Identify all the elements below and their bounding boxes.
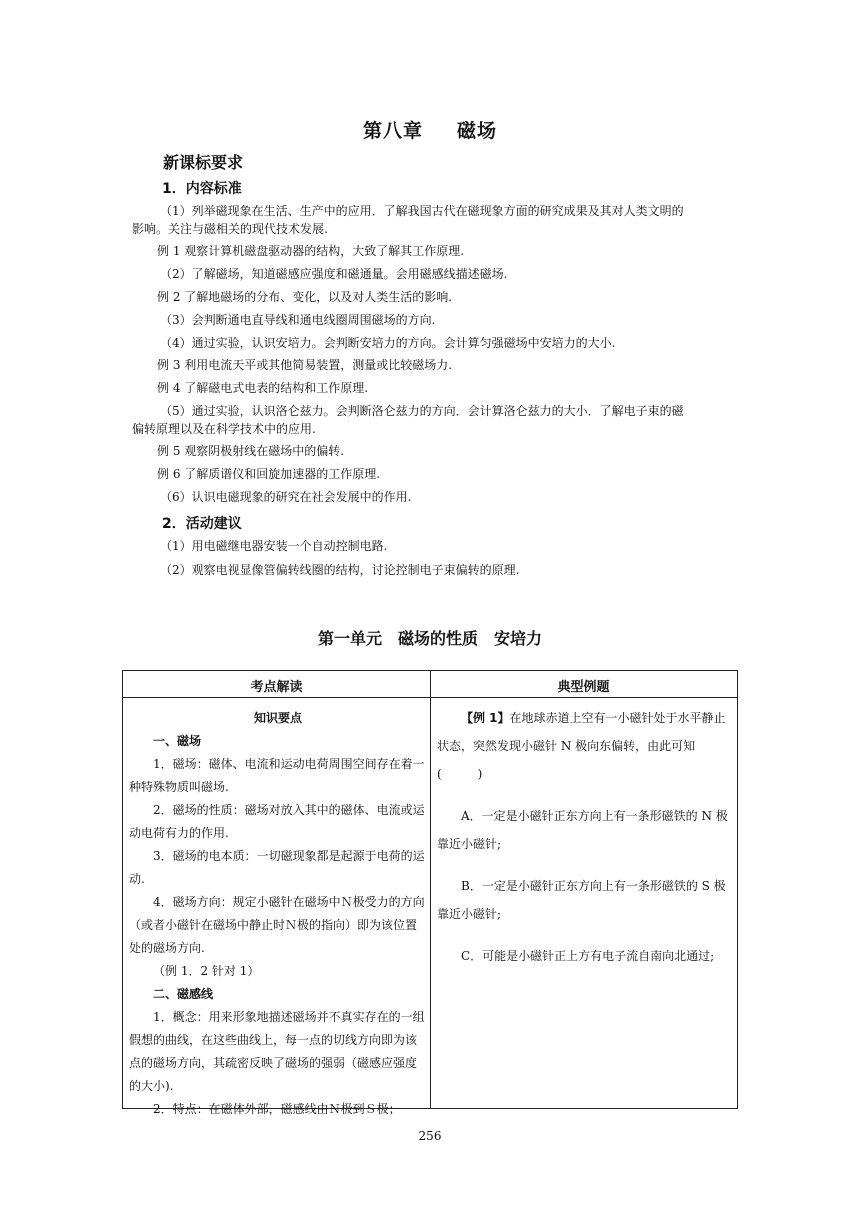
knowledge-paragraph: 4．磁场方向：规定小磁针在磁场中Ｎ极受力的方向（或者小磁针在磁场中静止时Ｎ极的指向）即为该位置处的磁场方向. <box>129 895 425 955</box>
standard-line: 例 1 观察计算机磁盘驱动器的结构，大致了解其工作原理. <box>157 244 465 258</box>
knowledge-paragraph: 1．概念：用来形象地描述磁场并不真实存在的一组假想的曲线，在这些曲线上，每一点的切线方向即为该点的磁场方向，其疏密反映了磁场的强弱（磁感应强度的大小). <box>129 1010 425 1093</box>
standard-line: 例 3 利用电流天平或其他简易装置，测量或比较磁场力. <box>157 358 453 372</box>
chapter-name: 磁场 <box>457 120 498 142</box>
right-column-header: 典型例题 <box>557 680 610 695</box>
standard-line: （6）认识电磁现象的研究在社会发展中的作用. <box>160 490 412 504</box>
option-b: B．一定是小磁针正东方向上有一条形磁铁的 S 极靠近小磁针; <box>437 879 726 921</box>
knowledge-paragraph: 2．特点：在磁体外部，磁感线由Ｎ极到Ｓ极； <box>153 1102 401 1116</box>
knowledge-title: 知识要点 <box>253 711 302 725</box>
standard-line: （4）通过实验，认识安培力。会判断安培力的方向。会计算匀强磁场中安培力的大小. <box>160 336 616 350</box>
example-question <box>437 704 733 788</box>
standard-line: 例 4 了解磁电式电表的结构和工作原理. <box>157 381 369 395</box>
standard-line: 影响。关注与磁相关的现代技术发展. <box>132 222 328 236</box>
column-divider <box>430 671 431 1108</box>
activity-line: （1）用电磁继电器安装一个自动控制电路. <box>160 539 388 553</box>
knowledge-column <box>129 707 427 1121</box>
example-label: 【例 1】 <box>461 711 510 725</box>
standard-line: 偏转原理以及在科学技术中的应用. <box>132 422 316 436</box>
page-number: 256 <box>418 1129 442 1143</box>
example-reference-note: （例 1．2 针对 1） <box>153 964 260 978</box>
knowledge-paragraph: 2．磁场的性质：磁场对放入其中的磁体、电流或运动电荷有力的作用. <box>129 803 425 840</box>
activity-line: （2）观察电视显像管偏转线圈的结构，讨论控制电子束偏转的原理. <box>160 563 520 577</box>
chapter-title <box>0 116 860 143</box>
standard-line: （1）列举磁现象在生活、生产中的应用．了解我国古代在磁现象方面的研究成果及其对人类文明的 <box>160 204 684 218</box>
unit-title: 第一单元 磁场的性质 安培力 <box>317 629 542 648</box>
knowledge-paragraph: 1．磁场：磁体、电流和运动电荷周围空间存在着一种特殊物质叫磁场. <box>129 757 425 794</box>
standard-line: 例 6 了解质谱仪和回旋加速器的工作原理. <box>157 467 381 481</box>
example-question-text: 在地球赤道上空有一小磁针处于水平静止状态，突然发现小磁针 N 极向东偏转，由此可知( ) <box>437 711 726 781</box>
standard-line: （2）了解磁场，知道磁感应强度和磁通量。会用磁感线描述磁场. <box>160 267 508 281</box>
magnetic-field-heading: 一、磁场 <box>153 734 202 748</box>
chapter-label: 第八章 <box>362 120 423 142</box>
left-column-header: 考点解读 <box>250 680 303 695</box>
standard-line: （3）会判断通电直导线和通电线圈周围磁场的方向. <box>160 313 436 327</box>
option-c: C．可能是小磁针正上方有电子流自南向北通过; <box>461 949 715 963</box>
field-lines-heading: 二、磁感线 <box>153 987 214 1001</box>
activities-heading: 2．活动建议 <box>162 516 242 532</box>
option-a: A．一定是小磁针正东方向上有一条形磁铁的 N 极靠近小磁针; <box>437 809 728 851</box>
content-standard-heading: 1．内容标准 <box>162 181 242 197</box>
standard-line: 例 2 了解地磁场的分布、变化，以及对人类生活的影响. <box>157 290 453 304</box>
study-table <box>122 670 738 1116</box>
section-title: 新课标要求 <box>163 153 244 172</box>
knowledge-paragraph: 3．磁场的电本质：一切磁现象都是起源于电荷的运动. <box>129 849 425 886</box>
header-divider <box>123 697 737 698</box>
examples-column <box>437 704 733 970</box>
standard-line: （5）通过实验，认识洛仑兹力。会判断洛仑兹力的方向．会计算洛仑兹力的大小．了解电子束的磁 <box>160 404 684 418</box>
standard-line: 例 5 观察阴极射线在磁场中的偏转. <box>157 444 345 458</box>
